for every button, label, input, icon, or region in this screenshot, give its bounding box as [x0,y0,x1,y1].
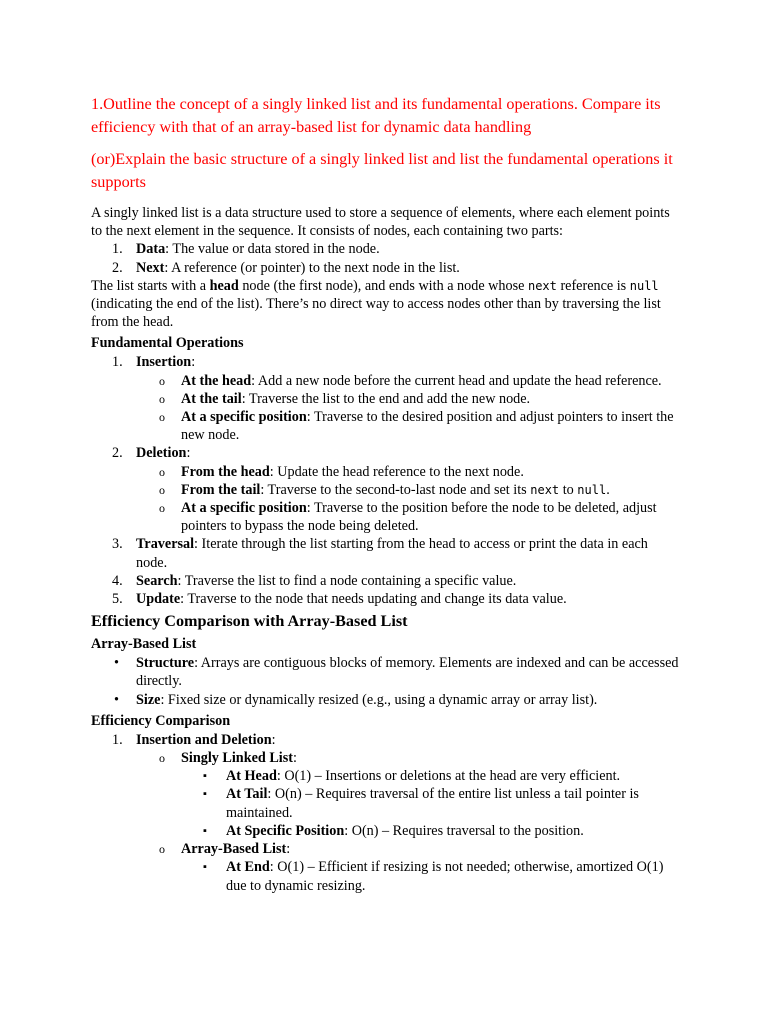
list-item: • Size: Fixed size or dynamically resized (e.g., using a dynamic array or array list). [114,691,598,708]
list-item: o At the tail: Traverse the list to the end and add the new node. [159,390,531,407]
list-item: ▪ At Tail: O(n) – Requires traversal of the entire list unless a tail pointer is maintained. [203,786,639,821]
node-parts-list [91,240,681,276]
subheading-efficiency-comparison: Efficiency Comparison [91,712,231,729]
document-page [91,93,681,895]
question-alternate: (or)Explain the basic structure of a singly linked list and list the fundamental operations it supports [91,150,673,191]
list-item: 1. Data: The value or data stored in the node. [112,241,380,258]
list-item: 5. Update: Traverse to the node that needs updating and change its data value. [112,591,567,608]
section-heading-efficiency: Efficiency Comparison with Array-Based List [91,612,408,631]
array-based-list-costs [91,858,681,894]
list-item: o At a specific position: Traverse to the desired position and adjust pointers to insert the new node. [159,409,674,444]
singly-linked-list-costs [91,767,681,840]
array-list-bullets [91,654,681,709]
list-item: • Structure: Arrays are contiguous blocks of memory. Elements are indexed and can be accessed directly. [114,655,679,690]
list-item: 1. Insertion and Deletion: [112,731,276,748]
list-item: o At the head: Add a new node before the current head and update the head reference. [159,372,662,389]
section-heading-operations: Fundamental Operations [91,335,244,352]
list-item: o Array-Based List: [159,841,291,858]
list-item: ▪ At End: O(1) – Efficient if resizing is not needed; otherwise, amortized O(1) due to dynamic resizing. [203,859,664,894]
efficiency-sublist [91,749,681,767]
intro-paragraph: A singly linked list is a data structure used to store a sequence of elements, where each element points to the next element in the sequence. It consists of nodes, each containing two parts: [91,205,670,240]
list-item: ▪ At Specific Position: O(n) – Requires traversal to the position. [203,822,584,839]
head-paragraph: The list starts with a head node (the first node), and ends with a node whose next reference is null (indicating the end of the list). There’s no direct way to access nodes other than by traversing the list from the head. [91,277,661,331]
operations-list [91,353,681,371]
deletion-sublist [91,463,681,536]
operations-list [91,444,681,462]
list-item: o From the tail: Traverse to the second-to-last node and set its next to null. [159,481,610,498]
list-item: 2. Deletion: [112,445,191,462]
insertion-sublist [91,372,681,445]
operations-list [91,535,681,608]
list-item: o Singly Linked List: [159,750,297,767]
list-item: 2. Next: A reference (or pointer) to the next node in the list. [112,259,460,276]
list-item: 4. Search: Traverse the list to find a node containing a specific value. [112,572,517,589]
list-item: o At a specific position: Traverse to the position before the node to be deleted, adjust pointers to bypass the node being deleted. [159,500,657,535]
list-item: 3. Traversal: Iterate through the list starting from the head to access or print the data in each node. [112,536,648,571]
list-item: 1. Insertion: [112,354,196,371]
list-item: ▪ At Head: O(1) – Insertions or deletions at the head are very efficient. [203,768,621,785]
list-item: o From the head: Update the head reference to the next node. [159,463,524,480]
subheading-array-based-list: Array-Based List [91,636,197,653]
question-title: 1.Outline the concept of a singly linked list and its fundamental operations. Compare its efficiency with that of an array-based list for dynamic data handling [91,95,661,136]
efficiency-sublist [91,840,681,858]
efficiency-list [91,731,681,749]
